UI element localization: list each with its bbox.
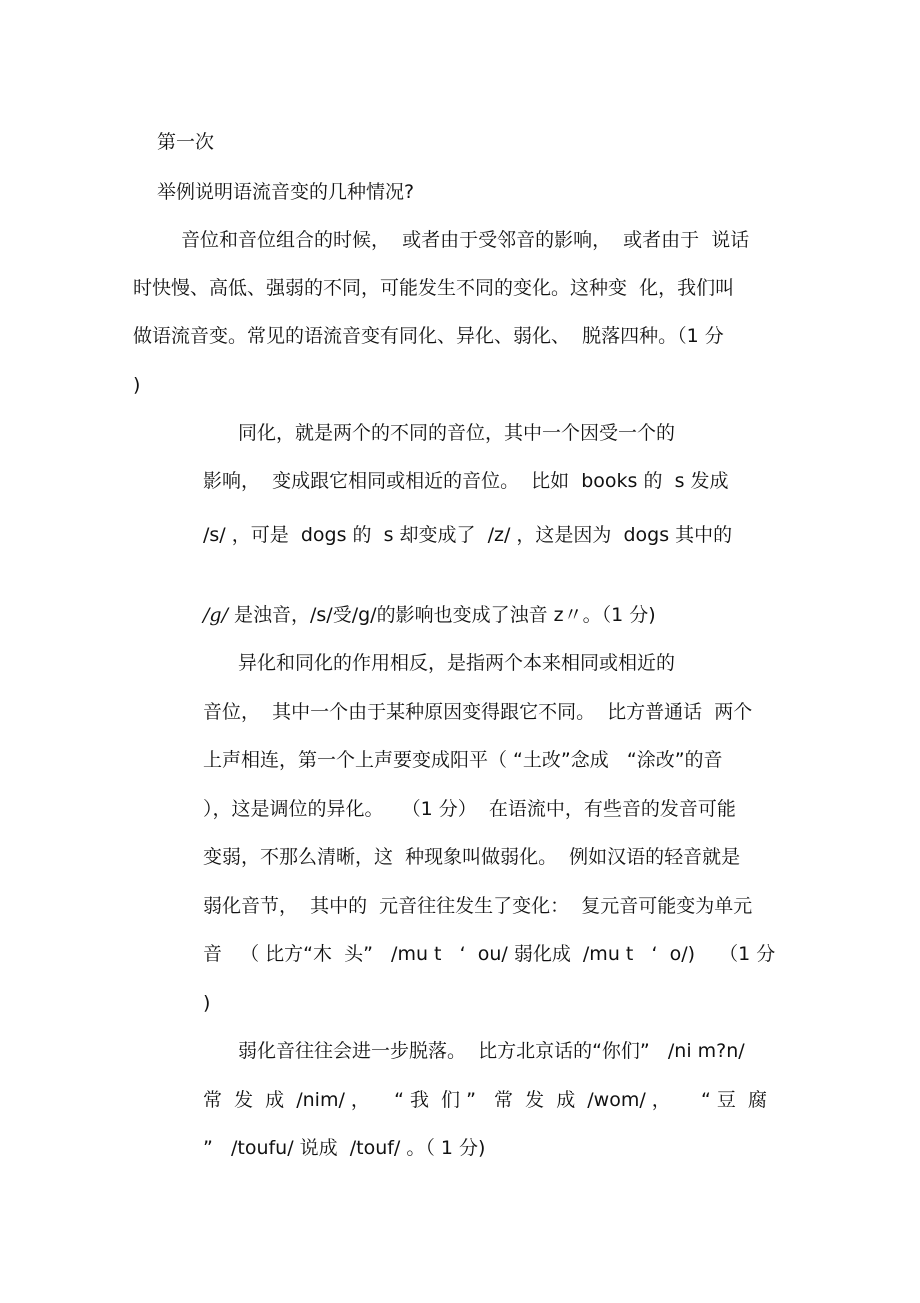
text-line: 常 发 成 /nim/ ， “ 我 们 ” 常 发 成 /wom/ ， “ 豆 腐 <box>203 1089 767 1111</box>
text-line: ” /toufu/ 说成 /touf/ 。（ 1 分) <box>203 1137 486 1159</box>
text-line: ），这是调位的异化。 （1 分） 在语流中，有些音的发音可能 <box>203 798 736 820</box>
text-line: ) <box>203 992 211 1014</box>
text-line: ) <box>133 374 141 396</box>
text-line: /s/ ，可是 dogs 的 s 却变成了 /z/ ，这是因为 dogs 其中的 <box>203 524 733 546</box>
text-line: 弱化音节， 其中的 元音往往发生了变化： 复元音可能变为单元 <box>203 895 753 917</box>
text-run: 是浊音，/s/受/g/的影响也变成了浊音 z〃。（1 分) <box>227 604 656 626</box>
text-line <box>203 603 656 627</box>
text-line: 上声相连，第一个上声要变成阳平（ “土改”念成 “涂改”的音 <box>203 749 723 771</box>
question-title: 举例说明语流音变的几种情况? <box>157 181 415 203</box>
text-line: 异化和同化的作用相反，是指两个本来相同或相近的 <box>238 652 676 674</box>
text-line: 同化，就是两个的不同的音位，其中一个因受一个的 <box>238 422 676 444</box>
text-line: 音位和音位组合的时候， 或者由于受邻音的影响， 或者由于 说话 <box>181 229 750 251</box>
section-heading: 第一次 <box>157 131 215 153</box>
text-line: 变弱，不那么清晰，这 种现象叫做弱化。 例如汉语的轻音就是 <box>203 846 741 868</box>
text-line: 音 （ 比方“木 头” /mu t ‘ ou/ 弱化成 /mu t ‘ o/) （1 分 <box>203 943 776 965</box>
text-line: 做语流音变。常见的语流音变有同化、异化、弱化、 脱落四种。（1 分 <box>133 325 724 347</box>
phoneme-g-symbol: /g/ <box>203 604 228 626</box>
text-line: 弱化音往往会进一步脱落。 比方北京话的“你们” /ni m?n/ <box>238 1040 745 1062</box>
text-line: 影响， 变成跟它相同或相近的音位。 比如 books 的 s 发成 <box>203 470 729 492</box>
text-line: 音位， 其中一个由于某种原因变得跟它不同。 比方普通话 两个 <box>203 701 753 723</box>
text-line: 时快慢、高低、强弱的不同，可能发生不同的变化。这种变 化，我们叫 <box>133 277 735 299</box>
